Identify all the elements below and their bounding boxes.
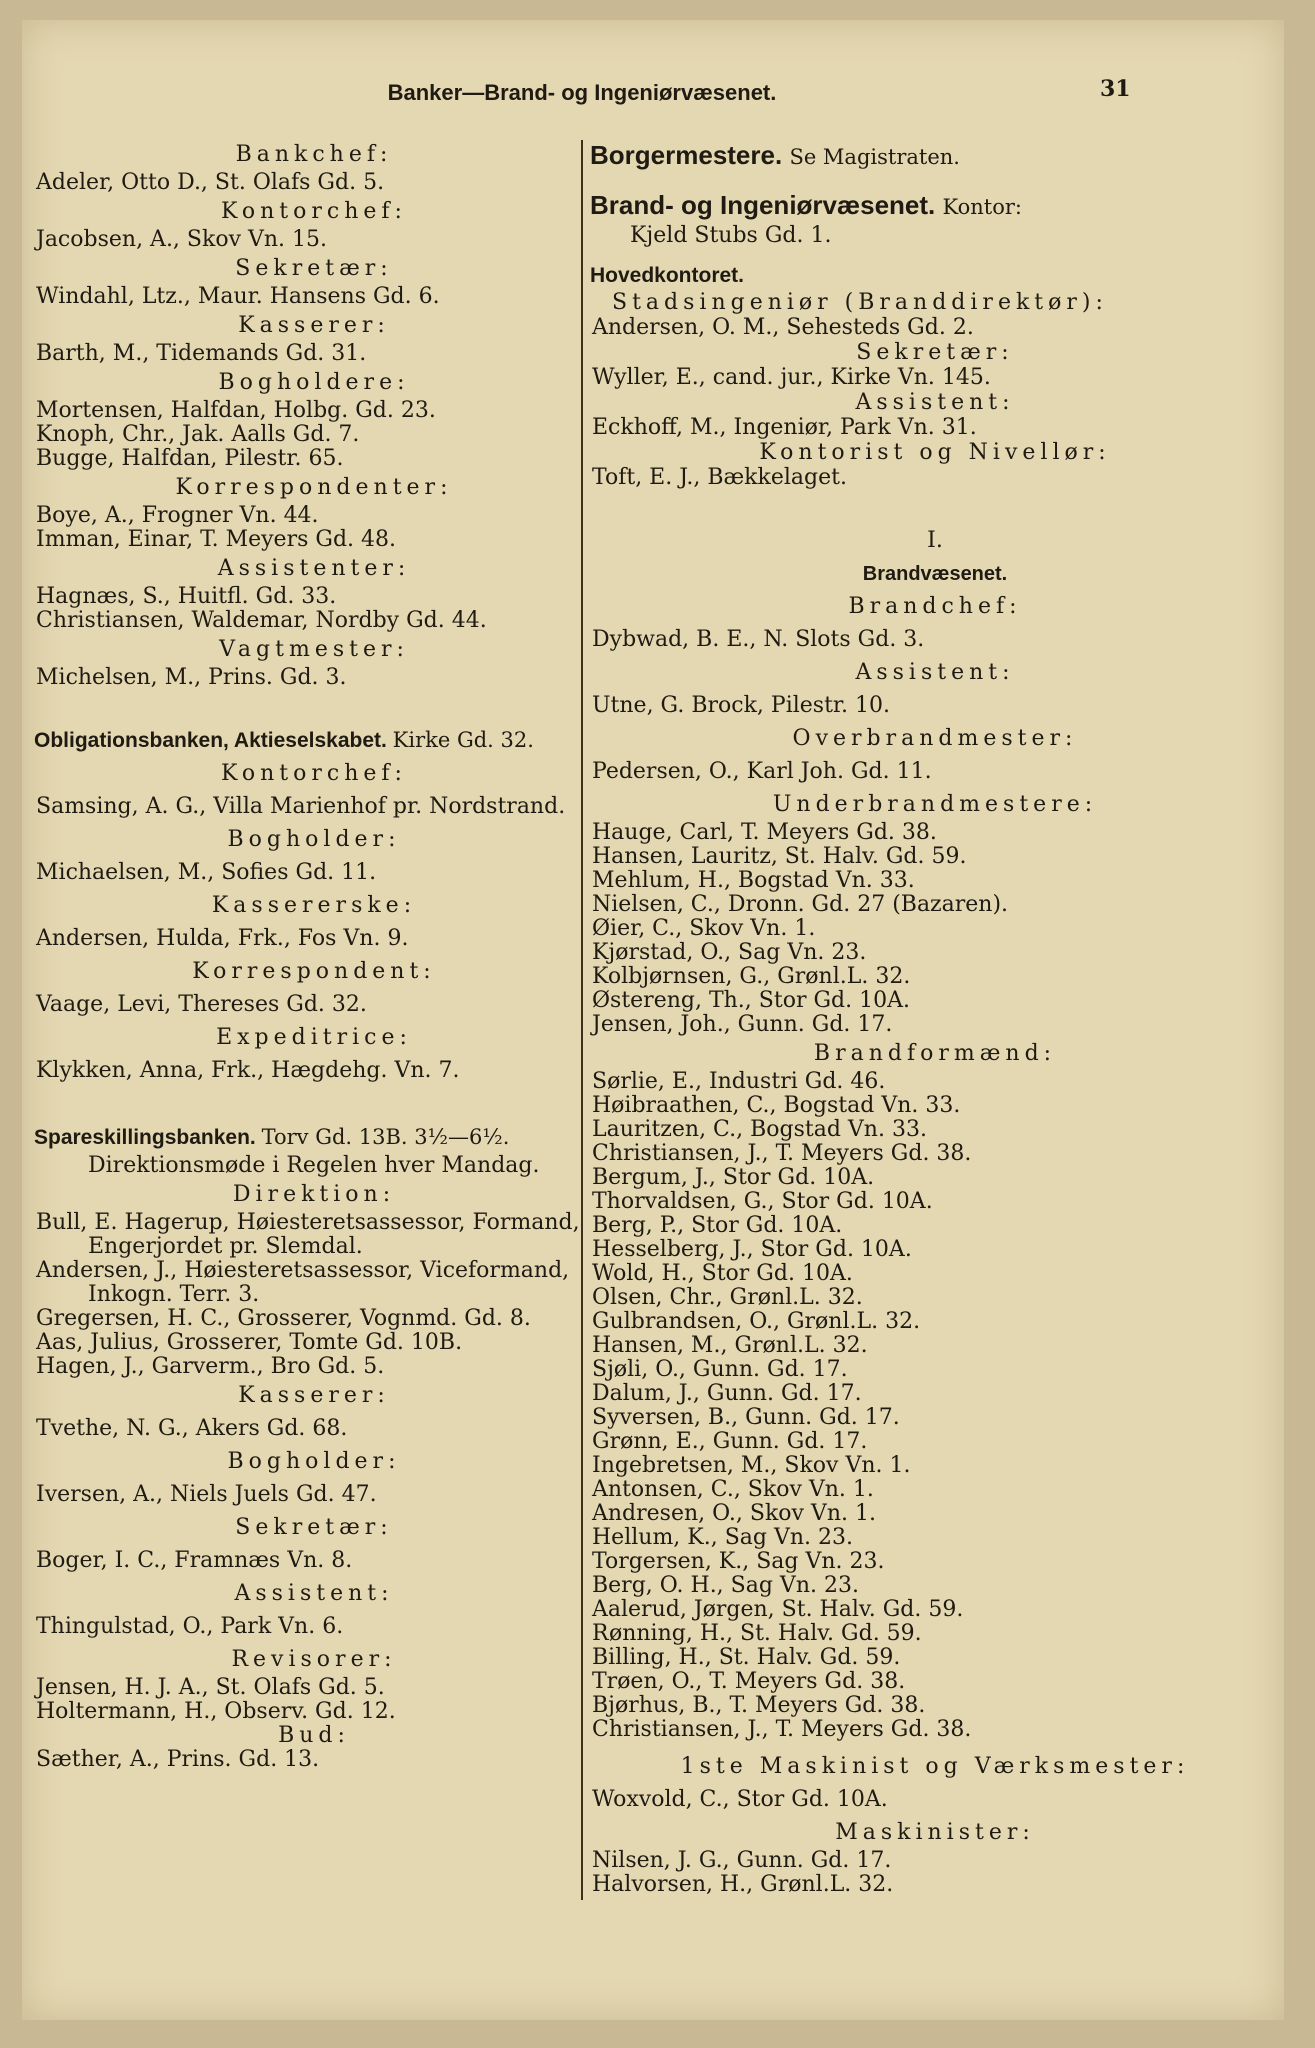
role-heading: Kasserer:: [238, 313, 390, 338]
directory-entry: Dybwad, B. E., N. Slots Gd. 3.: [592, 627, 925, 652]
page-number: 31: [1100, 76, 1131, 102]
directory-entry: Bugge, Halfdan, Pilestr. 65.: [36, 446, 344, 471]
role-heading: Overbrandmester:: [792, 726, 1078, 751]
directory-entry: Mehlum, H., Bogstad Vn. 33.: [592, 868, 915, 893]
directory-entry: Antonsen, C., Skov Vn. 1.: [592, 1477, 874, 1502]
directory-entry: Klykken, Anna, Frk., Hægdehg. Vn. 7.: [36, 1058, 460, 1083]
directory-entry: Hagnæs, S., Huitfl. Gd. 33.: [36, 584, 337, 609]
directory-entry: Bull, E. Hagerup, Høiesteretsassessor, Formand,: [36, 1210, 580, 1235]
role-heading: Kasserer:: [238, 1383, 390, 1408]
directory-entry: Samsing, A. G., Villa Marienhof pr. Nordstrand.: [36, 794, 566, 819]
directory-entry: Hellum, K., Sag Vn. 23.: [592, 1525, 854, 1550]
directory-entry: Nielsen, C., Dronn. Gd. 27 (Bazaren).: [592, 892, 1009, 917]
directory-entry: Hauge, Carl, T. Meyers Gd. 38.: [592, 820, 937, 845]
directory-entry: Gulbrandsen, O., Grønl.L. 32.: [592, 1309, 921, 1334]
role-heading: Kontorchef:: [221, 761, 407, 786]
directory-entry: Berg, P., Stor Gd. 10A.: [592, 1213, 843, 1238]
left-column: [34, 138, 594, 1772]
role-heading: Underbrandmestere:: [772, 792, 1098, 817]
section-reference: Se Magistraten.: [789, 145, 960, 169]
role-heading: Korrespondenter:: [175, 475, 453, 500]
directory-entry-continued: Inkogn. Terr. 3.: [88, 1282, 260, 1307]
directory-entry: Barth, M., Tidemands Gd. 31.: [36, 341, 367, 366]
role-heading: Assistenter:: [217, 556, 411, 581]
section-title: [34, 724, 594, 757]
directory-entry: Syversen, B., Gunn. Gd. 17.: [592, 1405, 900, 1430]
directory-entry: Trøen, O., T. Meyers Gd. 38.: [592, 1669, 906, 1694]
role-heading: Assistent:: [855, 390, 1015, 415]
directory-entry: Utne, G. Brock, Pilestr. 10.: [592, 693, 890, 718]
directory-entry: Windahl, Ltz., Maur. Hansens Gd. 6.: [36, 284, 440, 309]
role-heading: Sekretær:: [235, 1515, 393, 1540]
directory-entry: Andersen, Hulda, Frk., Fos Vn. 9.: [36, 926, 409, 951]
directory-entry: Bergum, J., Stor Gd. 10A.: [592, 1165, 875, 1190]
role-heading: Sekretær:: [856, 340, 1014, 365]
directory-entry-continued: Engerjordet pr. Slemdal.: [88, 1234, 363, 1259]
section-title: [34, 1121, 594, 1154]
directory-entry: Boger, I. C., Framnæs Vn. 8.: [36, 1548, 353, 1573]
role-heading: Maskinister:: [835, 1820, 1035, 1845]
directory-entry: Hansen, Lauritz, St. Halv. Gd. 59.: [592, 844, 967, 869]
section-name: Borgermestere.: [590, 140, 783, 170]
role-heading: Vagtmester:: [219, 637, 409, 662]
section-numeral: I.: [927, 528, 943, 553]
section-name: Obligationsbanken, Aktieselskabet.: [34, 729, 387, 752]
directory-entry: Thorvaldsen, G., Stor Gd. 10A.: [592, 1189, 933, 1214]
directory-entry: Christiansen, J., T. Meyers Gd. 38.: [592, 1141, 972, 1166]
directory-entry: Gregersen, H. C., Grosserer, Vognmd. Gd. 8.: [36, 1306, 531, 1331]
bank-staff-section: [34, 138, 594, 690]
directory-entry: Tvethe, N. G., Akers Gd. 68.: [36, 1416, 348, 1441]
directory-entry: Wold, H., Stor Gd. 10A.: [592, 1261, 853, 1286]
page-header: [22, 76, 1284, 120]
role-heading: Assistent:: [855, 660, 1015, 685]
directory-entry: Lauritzen, C., Bogstad Vn. 33.: [592, 1117, 927, 1142]
role-heading: Bankchef:: [235, 142, 393, 167]
directory-entry: Jensen, Joh., Gunn. Gd. 17.: [592, 1012, 893, 1037]
directory-entry: Hesselberg, J., Stor Gd. 10A.: [592, 1237, 912, 1262]
directory-entry: Grønn, E., Gunn. Gd. 17.: [592, 1429, 868, 1454]
directory-entry: Aalerud, Jørgen, St. Halv. Gd. 59.: [592, 1597, 964, 1622]
directory-entry: Christiansen, J., T. Meyers Gd. 38.: [592, 1717, 972, 1742]
section-title: [590, 138, 1280, 174]
section-name: Spareskillingsbanken.: [34, 1126, 256, 1149]
directory-entry: Aas, Julius, Grosserer, Tomte Gd. 10B.: [36, 1330, 463, 1355]
directory-entry: Mortensen, Halfdan, Holbg. Gd. 23.: [36, 398, 436, 423]
role-heading: Bogholder:: [227, 827, 401, 852]
directory-entry: Øier, C., Skov Vn. 1.: [592, 916, 816, 941]
directory-entry: Woxvold, C., Stor Gd. 10A.: [592, 1787, 888, 1812]
directory-entry: Kjørstad, O., Sag Vn. 23.: [592, 940, 867, 965]
obligationsbanken-section: [34, 724, 594, 1087]
role-heading: Sekretær:: [235, 256, 393, 281]
brandvaesenet-section: [590, 558, 1280, 1897]
directory-entry: Michaelsen, M., Sofies Gd. 11.: [36, 860, 377, 885]
role-heading: 1ste Maskinist og Værksmester:: [680, 1754, 1190, 1779]
role-heading: Kontorchef:: [221, 199, 407, 224]
directory-entry: Knoph, Chr., Jak. Aalls Gd. 7.: [36, 422, 360, 447]
directory-entry: Østereng, Th., Stor Gd. 10A.: [592, 988, 910, 1013]
directory-entry: Kolbjørnsen, G., Grønl.L. 32.: [592, 964, 911, 989]
role-heading: Kassererske:: [211, 893, 417, 918]
role-heading: Bud:: [278, 1723, 350, 1748]
directory-entry: Iversen, A., Niels Juels Gd. 47.: [36, 1482, 377, 1507]
directory-entry: Michelsen, M., Prins. Gd. 3.: [36, 665, 347, 690]
directory-entry: Imman, Einar, T. Meyers Gd. 48.: [36, 527, 397, 552]
section-address: Torv Gd. 13B. 3½—6½.: [261, 1125, 510, 1149]
directory-entry: Hansen, M., Grønl.L. 32.: [592, 1333, 868, 1358]
office-address: Kjeld Stubs Gd. 1.: [630, 223, 832, 248]
directory-entry: Torgersen, K., Sag Vn. 23.: [592, 1549, 885, 1574]
role-heading: Revisorer:: [231, 1647, 397, 1672]
spareskillingsbanken-section: [34, 1121, 594, 1772]
role-heading: Direktion:: [232, 1182, 396, 1207]
section-address: Kirke Gd. 32.: [392, 728, 534, 752]
role-heading: Expeditrice:: [216, 1025, 412, 1050]
role-heading: Stadsingeniør (Branddirektør):: [612, 290, 1108, 315]
directory-entry: Sæther, A., Prins. Gd. 13.: [36, 1747, 320, 1772]
directory-entry: Jacobsen, A., Skov Vn. 15.: [36, 227, 328, 252]
directory-entry: Thingulstad, O., Park Vn. 6.: [36, 1614, 344, 1639]
directory-entry: Hagen, J., Garverm., Bro Gd. 5.: [36, 1354, 385, 1379]
directory-entry: Berg, O. H., Sag Vn. 23.: [592, 1573, 859, 1598]
directory-entry: Eckhoff, M., Ingeniør, Park Vn. 31.: [592, 415, 977, 440]
directory-entry: Andersen, O. M., Sehesteds Gd. 2.: [592, 315, 974, 340]
page-title: Banker—Brand- og Ingeniørvæsenet.: [387, 80, 777, 105]
directory-entry: Halvorsen, H., Grønl.L. 32.: [592, 1872, 894, 1897]
role-heading: Bogholdere:: [218, 370, 410, 395]
section-name: Brand- og Ingeniørvæsenet.: [590, 190, 936, 220]
directory-page: [22, 20, 1284, 2020]
directory-entry: Olsen, Chr., Grønl.L. 32.: [592, 1285, 863, 1310]
directory-entry: Adeler, Otto D., St. Olafs Gd. 5.: [36, 170, 385, 195]
directory-entry: Bjørhus, B., T. Meyers Gd. 38.: [592, 1693, 926, 1718]
directory-entry: Sørlie, E., Industri Gd. 46.: [592, 1069, 886, 1094]
directory-entry: Rønning, H., St. Halv. Gd. 59.: [592, 1621, 922, 1646]
role-heading: Brandformænd:: [813, 1041, 1057, 1066]
directory-entry: Pedersen, O., Karl Joh. Gd. 11.: [592, 759, 932, 784]
section-note: Direktionsmøde i Regelen hver Mandag.: [88, 1153, 540, 1178]
office-label: Kontor:: [942, 195, 1022, 219]
directory-entry: Andersen, J., Høiesteretsassessor, Viceformand,: [36, 1258, 570, 1283]
directory-entry: Ingebretsen, M., Skov Vn. 1.: [592, 1453, 911, 1478]
directory-entry: Sjøli, O., Gunn. Gd. 17.: [592, 1357, 848, 1382]
hovedkontoret-section: [590, 262, 1280, 490]
role-heading: Bogholder:: [227, 1449, 401, 1474]
right-column: [590, 138, 1280, 1897]
role-heading: Brandchef:: [848, 594, 1022, 619]
directory-entry: Boye, A., Frogner Vn. 44.: [36, 503, 319, 528]
directory-entry: Vaage, Levi, Thereses Gd. 32.: [36, 992, 367, 1017]
directory-entry: Dalum, J., Gunn. Gd. 17.: [592, 1381, 862, 1406]
directory-entry: Høibraathen, C., Bogstad Vn. 33.: [592, 1093, 961, 1118]
directory-entry: Jensen, H. J. A., St. Olafs Gd. 5.: [36, 1675, 385, 1700]
subsection-title: Brandvæsenet.: [862, 563, 1008, 585]
directory-entry: Wyller, E., cand. jur., Kirke Vn. 145.: [592, 365, 991, 390]
directory-entry: Holtermann, H., Observ. Gd. 12.: [36, 1699, 396, 1724]
directory-entry: Nilsen, J. G., Gunn. Gd. 17.: [592, 1848, 892, 1873]
subsection-title: Hovedkontoret.: [590, 264, 745, 287]
directory-entry: Toft, E. J., Bækkelaget.: [592, 465, 847, 490]
directory-entry: Andresen, O., Skov Vn. 1.: [592, 1501, 876, 1526]
role-heading: Kontorist og Nivellør:: [759, 440, 1111, 465]
role-heading: Korrespondent:: [192, 959, 436, 984]
directory-entry: Billing, H., St. Halv. Gd. 59.: [592, 1645, 901, 1670]
directory-entry: Christiansen, Waldemar, Nordby Gd. 44.: [36, 608, 487, 633]
role-heading: Assistent:: [234, 1581, 394, 1606]
section-title: [590, 188, 1280, 224]
